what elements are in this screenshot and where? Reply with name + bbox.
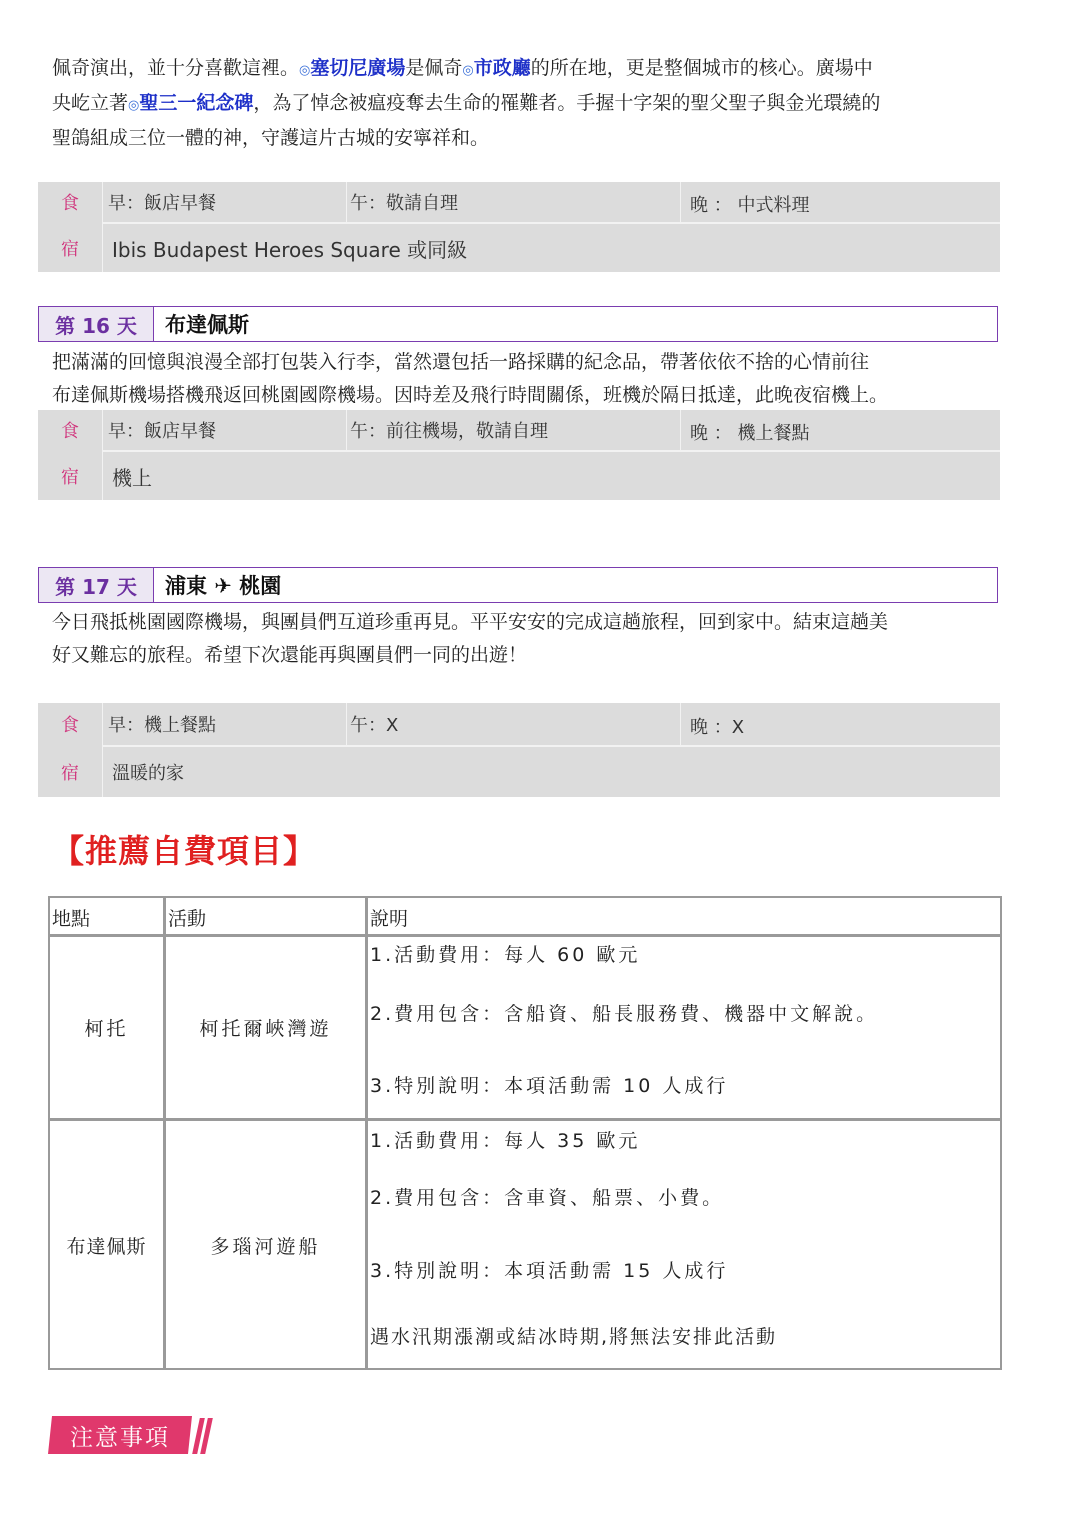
dinner: 晚 ：X [690,717,745,738]
hotel: 機上 [112,465,152,490]
link-trinity-column[interactable]: 聖三一紀念碑 [139,92,254,114]
table-row-activity: 柯托爾峽灣遊 [199,1018,332,1040]
day-17-description [52,606,1062,672]
meal-table-day16 [38,410,1000,500]
table-row-activity: 多瑙河遊船 [210,1236,321,1258]
recommend-title: 【推薦自費項目】 [52,832,317,870]
food-label: 食 [61,193,79,214]
dinner: 晚 ： 中式料理 [690,195,810,216]
day-title: 浦東 ✈ 桃園 [165,574,282,598]
intro-line-3: 聖鴿組成三位一體的神，守護這片古城的安寧祥和。 [52,127,490,149]
lunch: 午：敬請自理 [350,193,458,214]
table-row-place: 布達佩斯 [66,1236,147,1258]
link-town-hall[interactable]: 市政廳 [473,57,531,79]
header-description: 說明 [370,907,409,930]
day-16-description [52,346,1052,412]
intro-line-2: 央屹立著◎聖三一紀念碑，為了悼念被瘟疫奪去生命的罹難者。手握十字架的聖父聖子與金光環繞的 [52,92,881,114]
optional-tours-table [48,896,1002,1370]
food-label: 食 [61,421,79,442]
intro-line-1: 佩奇演出，並十分喜歡這裡。◎塞切尼廣場是佩奇◎市政廳的所在地，更是整個城市的核心。廣場中 [52,57,873,79]
stay-row [38,452,1000,500]
row-desc-line: 1.活動費用：每人 35 歐元 [370,1130,641,1152]
day-title: 布達佩斯 [165,313,249,337]
row-desc-line: 3.特別說明：本項活動需 15 人成行 [370,1260,729,1282]
meal-row [38,410,1000,450]
meal-table-day15 [38,182,1000,272]
day-number: 第 17 天 [39,568,154,602]
location-pin-icon: ◎ [128,98,140,113]
notice-badge: 注意事項 [48,1416,192,1454]
stay-label: 宿 [61,763,79,784]
meal-table-day17 [38,703,1000,797]
food-label: 食 [61,715,79,736]
link-szechenyi-square[interactable]: 塞切尼廣場 [310,57,406,79]
hotel: Ibis Budapest Heroes Square 或同級 [112,237,468,262]
desc-line: 今日飛抵桃園國際機場，與團員們互道珍重再見。平平安安的完成這趟旅程，回到家中。結束這趟美 [52,611,889,633]
day-16-header [38,306,998,342]
row-desc-line: 3.特別說明：本項活動需 10 人成行 [370,1075,729,1097]
meal-row [38,703,1000,745]
breakfast: 早：飯店早餐 [108,421,216,442]
stay-row [38,747,1000,797]
intro-paragraph [52,52,1052,155]
desc-line: 布達佩斯機場搭機飛返回桃園國際機場。因時差及飛行時間關係，班機於隔日抵達，此晚夜宿機上。 [52,384,889,406]
header-place: 地點 [52,907,91,930]
desc-line: 好又難忘的旅程。希望下次還能再與團員們一同的出遊！ [52,644,528,666]
day-number: 第 16 天 [39,307,154,341]
header-activity: 活動 [168,907,207,930]
row-desc-line: 1.活動費用：每人 60 歐元 [370,944,641,966]
row-desc-line: 遇水汛期漲潮或結冰時期,將無法安排此活動 [370,1326,778,1348]
row-desc-line: 2.費用包含：含船資、船長服務費、機器中文解說。 [370,1003,879,1025]
dinner: 晚 ： 機上餐點 [690,423,810,444]
table-row-place: 柯托 [84,1018,129,1040]
stay-row [38,224,1000,272]
location-pin-icon: ◎ [462,63,474,78]
lunch: 午：前往機場，敬請自理 [350,421,548,442]
meal-row [38,182,1000,222]
stay-label: 宿 [61,467,79,488]
stay-label: 宿 [61,239,79,260]
lunch: 午：X [350,715,399,736]
breakfast: 早：機上餐點 [108,715,216,736]
row-desc-line: 2.費用包含：含車資、船票、小費。 [370,1187,725,1209]
breakfast: 早：飯店早餐 [108,193,216,214]
location-pin-icon: ◎ [299,63,311,78]
desc-line: 把滿滿的回憶與浪漫全部打包裝入行李，當然還包括一路採購的紀念品，帶著依依不捨的心情前往 [52,351,870,373]
day-17-header [38,567,998,603]
hotel: 溫暖的家 [112,763,184,784]
